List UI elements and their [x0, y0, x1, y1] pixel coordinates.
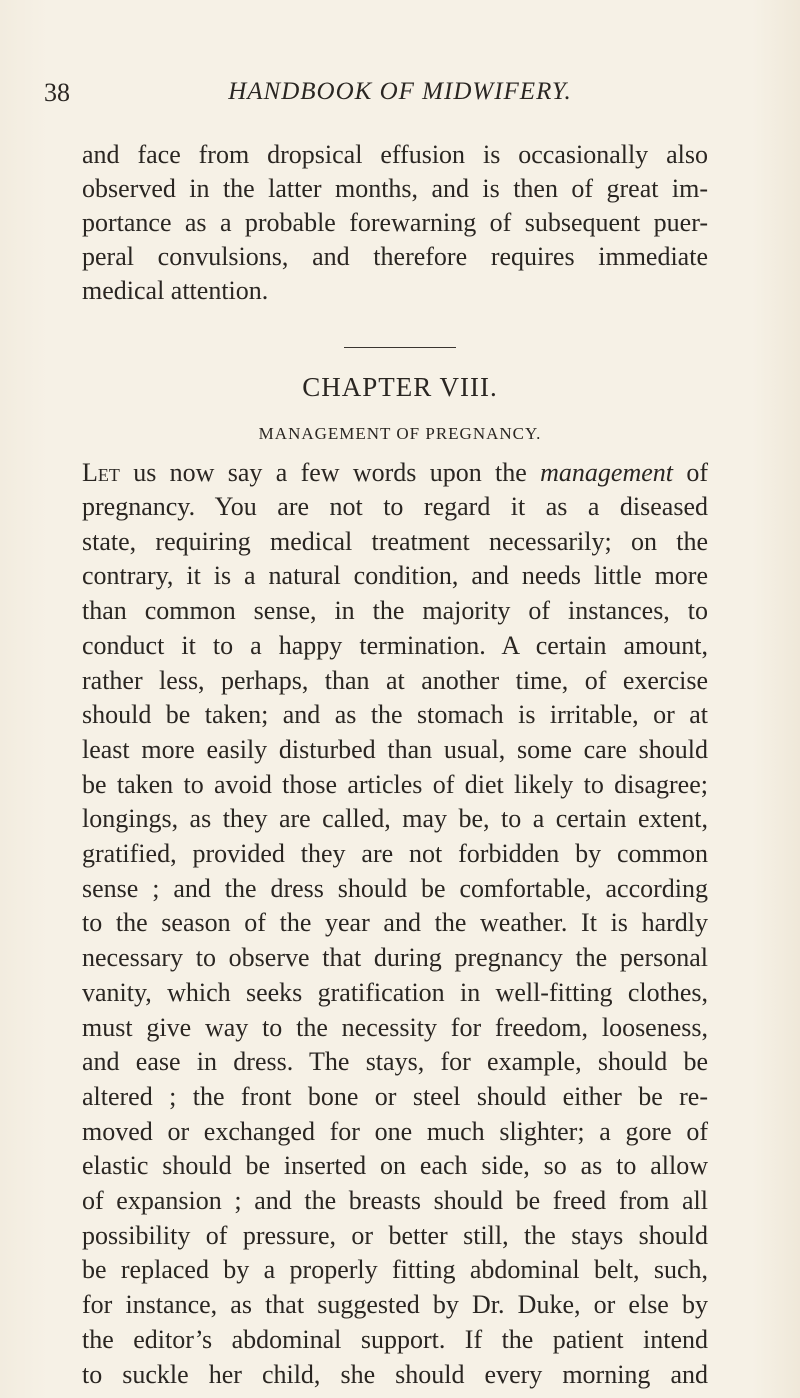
body-line: be replaced by a properly fitting abdominal belt, such, — [82, 1255, 708, 1285]
body-line: state, requiring medical treatment necessarily; on the — [82, 526, 708, 556]
body-line: possibility of pressure, or better still, the stays should — [82, 1220, 708, 1250]
body-line: and ease in dress. The stays, for example, should be — [82, 1047, 708, 1077]
first-line-text: us now say a few words upon the — [119, 458, 541, 487]
body-line: to suckle her child, she should every morning and — [82, 1359, 708, 1389]
body-line: should be taken; and as the stomach is irritable, or at — [82, 700, 708, 730]
running-head: HANDBOOK OF MIDWIFERY. — [228, 78, 572, 105]
body-line: gratified, provided they are not forbidden by common — [82, 839, 708, 868]
body-line: rather less, perhaps, than at another time, of exercise — [82, 665, 708, 695]
body-first-line — [82, 458, 708, 488]
emphasis-management: management — [540, 458, 674, 487]
intro-line: medical attention. — [82, 276, 269, 305]
body-line: than common sense, in the majority of instances, to — [82, 596, 708, 626]
body-line: necessary to observe that during pregnancy the personal — [82, 943, 708, 973]
first-line-tail: of — [673, 458, 708, 487]
body-line: longings, as they are called, may be, to a certain extent, — [82, 804, 708, 834]
intro-line: peral convulsions, and therefore requires immediate — [82, 242, 708, 271]
body-line: of expansion ; and the breasts should be freed from all — [82, 1186, 708, 1215]
intro-line: observed in the latter months, and is then of great im- — [82, 174, 708, 203]
drop-word: Let — [82, 458, 120, 487]
body-line: vanity, which seeks gratification in well-fitting clothes, — [82, 977, 708, 1007]
body-line: for instance, as that suggested by Dr. Duke, or else by — [82, 1290, 708, 1320]
body-line: moved or exchanged for one much slighter; a gore of — [82, 1116, 708, 1146]
page-number: 38 — [44, 78, 70, 107]
body-line: the editor’s abdominal support. If the patient intend — [82, 1324, 708, 1354]
chapter-subtitle: MANAGEMENT OF PREGNANCY. — [258, 424, 542, 443]
page-header — [44, 78, 756, 118]
body-line: altered ; the front bone or steel should either be re- — [82, 1081, 708, 1111]
body-line: to the season of the year and the weather. It is hardly — [82, 908, 708, 938]
body-line: pregnancy. You are not to regard it as a diseased — [82, 492, 708, 521]
body-line: must give way to the necessity for freedom, looseness, — [82, 1012, 708, 1042]
body-line: elastic should be inserted on each side, so as to allow — [82, 1151, 708, 1181]
chapter-title: CHAPTER VIII. — [302, 372, 498, 402]
body-line: least more easily disturbed than usual, some care should — [82, 734, 708, 764]
body-line: sense ; and the dress should be comfortable, according — [82, 873, 708, 903]
body-line: contrary, it is a natural condition, and needs little more — [82, 561, 708, 591]
intro-line: portance as a probable forewarning of subsequent puer- — [82, 208, 708, 237]
body-line: be taken to avoid those articles of diet likely to disagree; — [82, 769, 708, 799]
section-divider — [344, 347, 456, 348]
body-line: conduct it to a happy termination. A certain amount, — [82, 630, 708, 660]
intro-line: and face from dropsical effusion is occasionally also — [82, 140, 708, 169]
